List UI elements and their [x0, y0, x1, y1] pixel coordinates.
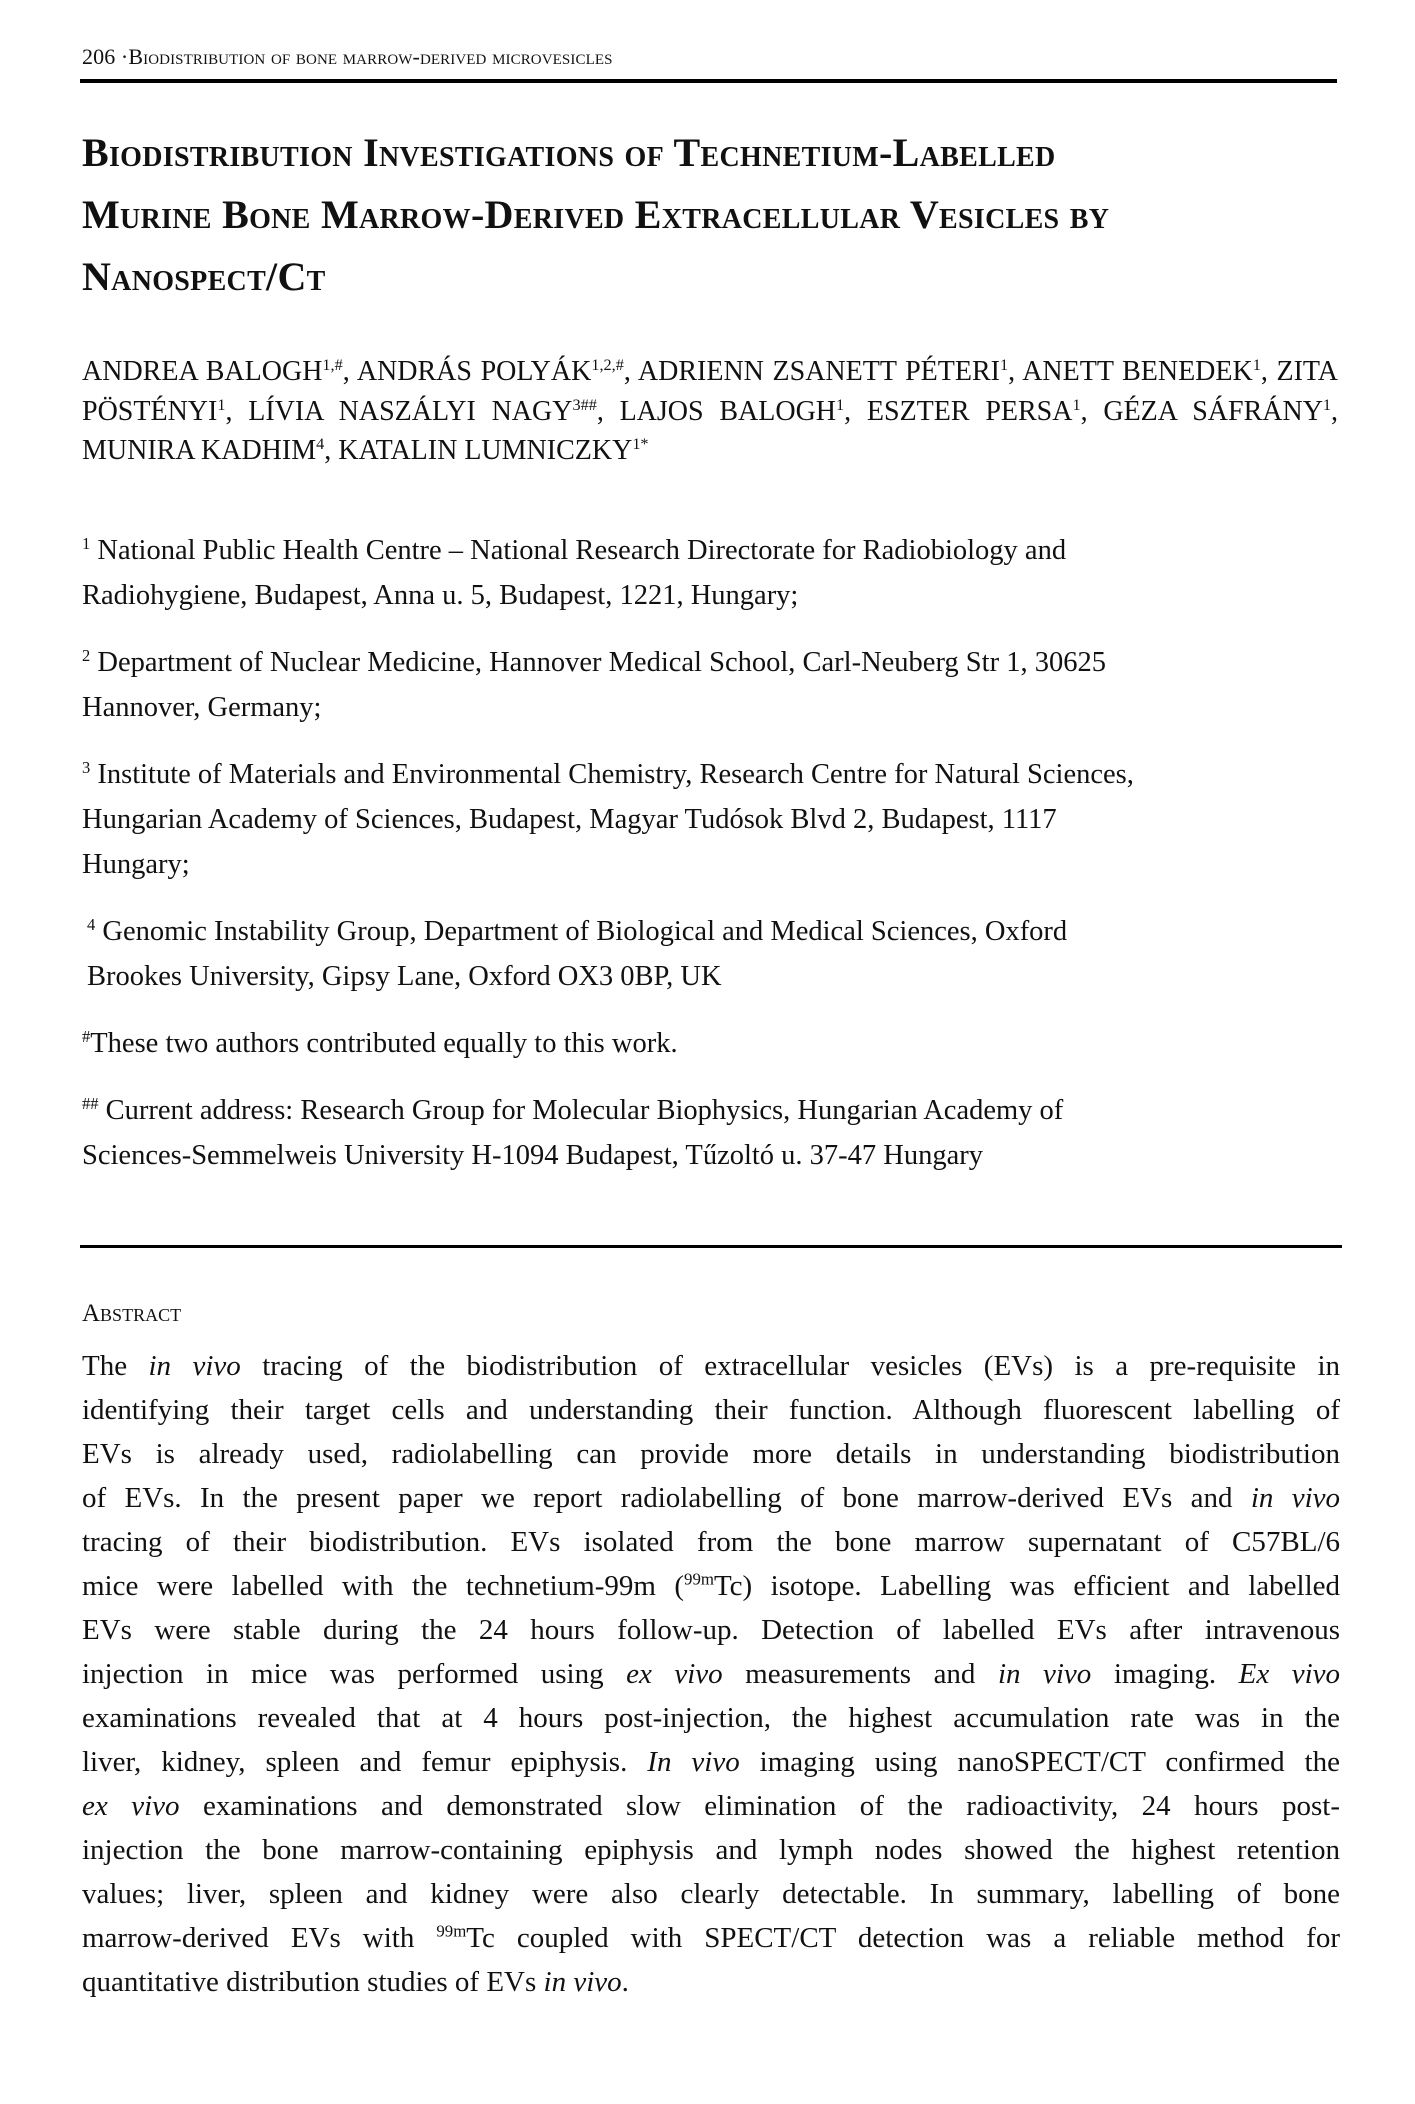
- author-affiliation-marker: 1: [836, 395, 845, 414]
- abstract-line: [82, 1388, 1340, 1432]
- running-head-separator: ·: [115, 44, 129, 69]
- abstract-line: [82, 1784, 1340, 1828]
- abstract-text: examinations and demonstrated slow elimination of the radioactivity, 24 hours post-: [179, 1790, 1340, 1822]
- footnote-marker: ##: [82, 1093, 99, 1113]
- affiliation-line: Hungarian Academy of Sciences, Budapest, Magyar Tudósok Blvd 2, Budapest, 1117: [82, 804, 1057, 835]
- author-affiliation-marker: 3##: [572, 395, 597, 414]
- author: [620, 396, 845, 427]
- abstract-line: [82, 1696, 1340, 1740]
- header-rule: [80, 79, 1337, 83]
- author: [867, 396, 1081, 427]
- article-title: [82, 122, 1338, 308]
- running-head-title: Biodistribution of bone marrow-derived microvesicles: [128, 44, 613, 69]
- footnote: [82, 1088, 1338, 1178]
- abstract-text: EVs were stable during the 24 hours follow-up. Detection of labelled EVs after intravenous: [82, 1614, 1340, 1646]
- abstract-text: examinations revealed that at 4 hours post-injection, the highest accumulation rate was in the: [82, 1702, 1340, 1734]
- abstract-text: injection in mice was performed using: [82, 1658, 627, 1690]
- affiliation-line: National Public Health Centre – National Research Directorate for Radiobiology and: [97, 535, 1067, 566]
- abstract-text: tracing of their biodistribution. EVs isolated from the bone marrow supernatant of C57BL/6: [82, 1526, 1340, 1558]
- abstract-text: mice were labelled with the technetium-99m (: [82, 1570, 685, 1602]
- abstract-line: [82, 1828, 1340, 1872]
- affiliation: [82, 528, 1338, 618]
- author-affiliation-marker: 1,2,#: [591, 355, 624, 374]
- affiliation-line: Hungary;: [82, 849, 190, 880]
- italic-term: Ex vivo: [1238, 1658, 1341, 1690]
- author: [338, 435, 648, 466]
- italic-term: in vivo: [1250, 1482, 1341, 1514]
- abstract-text: injection the bone marrow-containing epiphysis and lymph nodes showed the highest retention: [82, 1834, 1340, 1866]
- abstract-line: [82, 1872, 1340, 1916]
- abstract-line: [82, 1916, 1340, 1960]
- title-line: Nanospect/Ct: [82, 254, 326, 299]
- affiliation-marker: 3: [82, 757, 91, 777]
- abstract-text: values; liver, spleen and kidney were also clearly detectable. In summary, labelling of bone: [82, 1878, 1340, 1910]
- author: [82, 435, 324, 466]
- abstract-text: Tc coupled with SPECT/CT detection was a reliable method for: [466, 1922, 1340, 1954]
- italic-term: in vivo: [997, 1658, 1092, 1690]
- abstract-text: tracing of the biodistribution of extracellular vesicles (EVs) is a pre-requisite in: [240, 1350, 1340, 1382]
- footnote-marker: #: [82, 1026, 91, 1046]
- abstract-heading: Abstract: [82, 1300, 182, 1327]
- author-name: GÉZA SÁFRÁNY: [1103, 395, 1323, 427]
- author-name: MUNIRA KADHIM: [82, 435, 317, 466]
- author-name: ANETT BENEDEK: [1022, 356, 1253, 387]
- author-name: ESZTER PERSA: [866, 395, 1073, 427]
- abstract-text: liver, kidney, spleen and femur epiphysis.: [82, 1746, 648, 1778]
- abstract-text: Tc) isotope. Labelling was efficient and labelled: [713, 1570, 1340, 1602]
- abstract-line: [82, 1652, 1340, 1696]
- affiliation-marker: 4: [87, 914, 96, 934]
- author-affiliation-marker: 1: [1072, 395, 1081, 414]
- abstract-text: imaging.: [1091, 1658, 1239, 1690]
- abstract-line: [82, 1476, 1340, 1520]
- abstract-body: [82, 1344, 1340, 2004]
- author: [1022, 356, 1261, 387]
- author-name: LAJOS BALOGH: [619, 395, 837, 427]
- author-affiliation-marker: 4: [316, 434, 325, 453]
- isotope-superscript: 99m: [436, 1921, 467, 1941]
- affiliation-line: Radiohygiene, Budapest, Anna u. 5, Budapest, 1221, Hungary;: [82, 580, 799, 611]
- affiliation-line: Department of Nuclear Medicine, Hannover Medical School, Carl-Neuberg Str 1, 30625: [97, 647, 1106, 678]
- italic-term: ex vivo: [82, 1790, 180, 1822]
- affiliation-marker: 1: [82, 533, 91, 553]
- affiliation-line: Brookes University, Gipsy Lane, Oxford OX3 0BP, UK: [87, 961, 722, 992]
- abstract-line: [82, 1564, 1340, 1608]
- italic-term: in vivo: [148, 1350, 241, 1382]
- abstract-text: .: [621, 1966, 629, 1998]
- author-affiliation-marker: 1: [999, 355, 1009, 374]
- abstract-text: measurements and: [722, 1658, 998, 1690]
- author: [357, 356, 624, 387]
- author: [248, 396, 597, 427]
- author-list: ANDREA $BALOGH^{1,\#}$, ANDRÁS $POLYÁK^{1,2,\#}$, ADRIENN ZSANETT PÉTERI$^1$, ANETT BENEDEK$^1$, ZITA PÖSTÉNYI$^1$, LÍVIA NASZÁLYI $NAGY^{3\#\#}$, LAJOS BALOGH$^1$, ESZTER PERSA$^1$, GÉZA SÁFRÁNY$^1$, MUNIRA KADHIM$^4$, KATALIN $LUMNICZKY^{1*}$: [82, 355, 1339, 466]
- isotope-superscript: 99m: [684, 1569, 714, 1589]
- title-line: Murine Bone Marrow-Derived Extracellular Vesicles by: [82, 192, 1110, 237]
- abstract-line: [82, 1740, 1340, 1784]
- affiliation-line: Hannover, Germany;: [82, 692, 322, 723]
- italic-term: In vivo: [647, 1746, 740, 1778]
- author: [638, 356, 1008, 387]
- abstract-text: marrow-derived EVs with: [82, 1922, 437, 1954]
- footnote-line: These two authors contributed equally to this work.: [90, 1028, 678, 1059]
- author-affiliation-marker: 1: [217, 395, 226, 414]
- abstract-text: identifying their target cells and understanding their function. Although fluorescent labelling of: [82, 1394, 1340, 1426]
- author-name: ANDREA BALOGH: [82, 356, 323, 387]
- abstract-text: quantitative distribution studies of EVs: [82, 1966, 544, 1998]
- affiliation-line: Institute of Materials and Environmental Chemistry, Research Centre for Natural Sciences,: [97, 759, 1134, 790]
- abstract-text: The: [82, 1350, 149, 1382]
- affiliation: [82, 640, 1338, 730]
- abstract-line: [82, 1608, 1340, 1652]
- page-number: 206: [82, 44, 116, 69]
- footnote-line: Current address: Research Group for Molecular Biophysics, Hungarian Academy of: [105, 1095, 1064, 1126]
- abstract-line: [82, 1520, 1340, 1564]
- author: [1103, 396, 1331, 427]
- author-affiliation-marker: 1,#: [322, 355, 343, 374]
- author-name: ANDRÁS POLYÁK: [356, 356, 592, 387]
- abstract-line: [82, 1432, 1340, 1476]
- abstract-line: [82, 1344, 1340, 1388]
- author-affiliation-marker: 1*: [632, 434, 649, 453]
- author-affiliation-marker: 1: [1322, 395, 1332, 414]
- author-name: LÍVIA NASZÁLYI NAGY: [248, 395, 573, 427]
- italic-term: in vivo: [543, 1966, 622, 1998]
- abstract-text: of EVs. In the present paper we report radiolabelling of bone marrow-derived EVs and: [82, 1482, 1251, 1514]
- affiliation-marker: 2: [82, 645, 91, 665]
- author: [82, 356, 343, 387]
- affiliation: [82, 752, 1338, 887]
- italic-term: ex vivo: [626, 1658, 723, 1690]
- abstract-text: imaging using nanoSPECT/CT confirmed the: [739, 1746, 1340, 1778]
- section-rule: [80, 1245, 1342, 1248]
- abstract-text: EVs is already used, radiolabelling can provide more details in understanding biodistribution: [82, 1438, 1340, 1470]
- running-head: [82, 44, 613, 70]
- author-name: ADRIENN ZSANETT PÉTERI: [637, 356, 1000, 387]
- footnote-line: Sciences-Semmelweis University H-1094 Budapest, Tűzoltó u. 37-47 Hungary: [82, 1140, 984, 1171]
- affiliation-line: Genomic Instability Group, Department of Biological and Medical Sciences, Oxford: [102, 916, 1068, 947]
- author-name: KATALIN LUMNICZKY: [338, 435, 633, 466]
- affiliation: [82, 909, 1338, 999]
- affiliations: [82, 528, 1338, 1178]
- footnote: [82, 1021, 1338, 1066]
- title-line: Biodistribution Investigations of Technetium-Labelled: [82, 130, 1056, 175]
- author-affiliation-marker: 1: [1252, 355, 1261, 374]
- author-name: ZITA PÖSTÉNYI: [82, 356, 1338, 427]
- abstract-line: [82, 1960, 1340, 2004]
